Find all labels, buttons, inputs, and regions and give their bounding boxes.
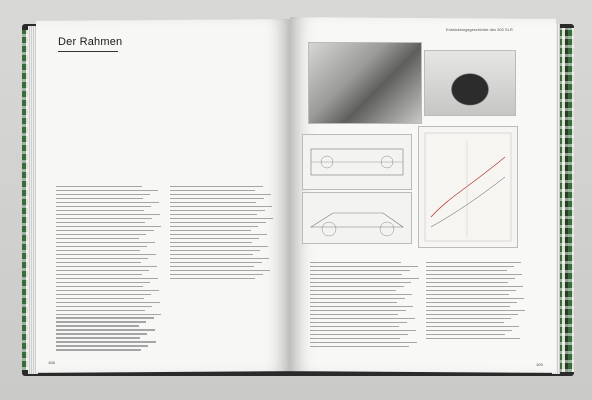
text-line [426,322,504,323]
page-number-right: 109 [536,362,543,367]
text-line [426,294,509,295]
text-line [426,266,514,267]
text-line [310,338,400,339]
text-line [56,349,141,350]
text-line [56,186,142,187]
left-text-column-1 [56,186,162,353]
text-line [56,286,143,287]
chassis-drawing-side [302,192,412,244]
text-line [170,230,251,231]
text-line [56,317,154,318]
text-line [310,306,413,307]
technical-diagram [418,126,518,248]
text-line [56,238,139,239]
text-line [310,262,401,263]
right-text-column-2 [426,262,526,342]
text-line [170,218,273,219]
left-text-column-2 [170,186,274,282]
text-line [56,242,155,243]
car-photo [424,50,516,116]
text-line [56,250,140,251]
text-line [56,278,158,279]
text-line [170,278,255,279]
text-line [56,230,154,231]
text-line [170,226,258,227]
text-line [310,298,405,299]
text-line [56,222,145,223]
text-line [56,226,161,227]
text-line [56,333,147,334]
text-line [56,270,149,271]
text-line [426,330,512,331]
text-line [56,190,158,191]
text-line [426,306,510,307]
text-line [170,262,262,263]
text-line [170,250,260,251]
text-line [170,242,252,243]
text-line [56,214,160,215]
text-line [170,210,265,211]
text-line [310,294,412,295]
text-line [56,194,150,195]
text-line [170,270,270,271]
text-line [310,334,408,335]
text-line [426,262,521,263]
text-line [56,294,151,295]
text-line [426,310,525,311]
text-line [170,258,269,259]
text-line [170,198,264,199]
text-line [310,282,411,283]
text-line [426,314,518,315]
text-line [426,290,516,291]
text-line [310,278,419,279]
text-line [426,286,523,287]
text-line [170,274,263,275]
drawing-lines-top [303,135,411,189]
text-line [170,186,263,187]
text-line [426,278,515,279]
text-line [310,322,407,323]
text-line [426,270,507,271]
running-head: Entwicklungsgeschichte des 300 SLR [446,27,513,32]
text-line [56,262,141,263]
text-line [56,314,161,315]
text-line [56,254,156,255]
text-line [56,234,146,235]
heading-rule [58,51,118,52]
text-line [310,286,404,287]
text-line [56,198,143,199]
text-line [170,194,271,195]
text-line [56,274,142,275]
text-line [170,202,256,203]
text-line [56,341,156,342]
text-line [56,321,146,322]
text-line [56,329,155,330]
text-line [310,326,399,327]
text-line [56,258,148,259]
text-line [310,310,406,311]
text-line [170,234,267,235]
text-line [310,318,415,319]
text-line [310,342,417,343]
text-line [426,298,524,299]
text-line [56,266,157,267]
plaid-cover-right [558,28,574,372]
text-line [310,274,402,275]
text-line [310,314,398,315]
text-line [56,202,159,203]
text-line [170,206,272,207]
text-line [170,266,254,267]
text-line [310,330,416,331]
text-line [310,266,418,267]
text-line [426,302,517,303]
diagram-lines [419,127,517,247]
text-line [56,337,140,338]
text-line [426,334,505,335]
text-line [170,190,255,191]
chassis-photo [308,42,422,124]
drawing-lines-side [303,193,411,243]
text-line [56,206,151,207]
text-line [56,282,150,283]
text-line [56,246,147,247]
text-line [56,210,144,211]
text-line [56,298,144,299]
text-line [170,246,268,247]
text-line [310,302,397,303]
text-line [170,214,257,215]
text-line [56,345,148,346]
text-line [426,274,522,275]
text-line [310,346,409,347]
text-line [426,338,520,339]
text-line [56,325,139,326]
text-line [170,222,266,223]
text-line [426,282,508,283]
text-line [310,290,396,291]
text-line [56,218,152,219]
text-line [56,306,152,307]
chassis-drawing-top [302,134,412,190]
page-number-left: 108 [48,360,55,365]
text-line [170,254,253,255]
text-line [426,326,519,327]
text-line [56,302,160,303]
text-line [310,270,410,271]
text-line [426,318,511,319]
text-line [56,310,145,311]
right-text-column-1 [310,262,420,350]
text-line [56,290,159,291]
text-line [170,238,259,239]
chapter-heading: Der Rahmen [58,36,123,48]
